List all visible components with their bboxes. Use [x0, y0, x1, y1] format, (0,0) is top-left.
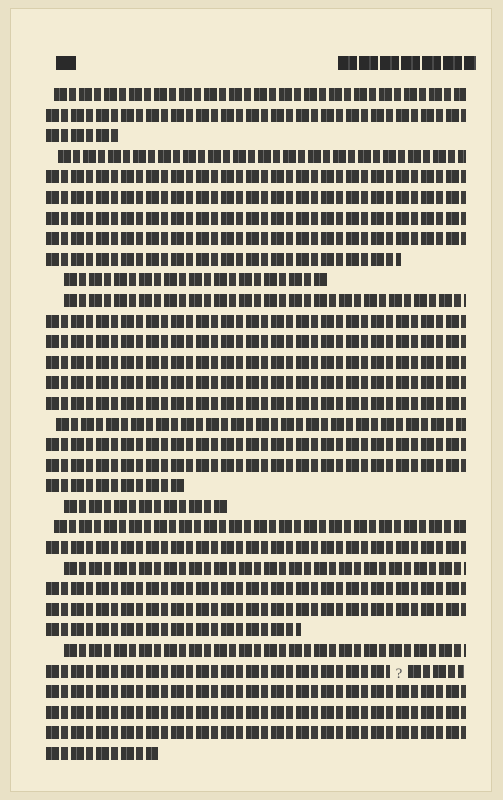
redacted-line: [46, 438, 466, 451]
redacted-line: [46, 747, 158, 760]
redacted-line: [46, 665, 390, 678]
redacted-line: [46, 232, 466, 245]
redacted-line: [46, 603, 466, 616]
visible-question-mark: ?: [395, 665, 403, 682]
redacted-line: [64, 273, 329, 286]
redacted-line: [46, 253, 401, 266]
redacted-line: [46, 541, 466, 554]
redacted-line: [46, 315, 466, 328]
redacted-line: [54, 520, 466, 533]
redacted-line: [46, 397, 466, 410]
redacted-line: [46, 623, 301, 636]
redacted-line: [58, 150, 466, 163]
page-number-redacted: [56, 56, 76, 70]
redacted-line: [64, 644, 466, 657]
redacted-line: [46, 376, 466, 389]
redacted-body-text: [46, 88, 466, 768]
redacted-line: [46, 479, 186, 492]
redacted-line: [46, 726, 466, 739]
redacted-line: [46, 706, 466, 719]
page-header: [56, 56, 476, 74]
redacted-line: [46, 212, 466, 225]
redacted-line: [46, 191, 466, 204]
redacted-line: [64, 562, 466, 575]
running-head-redacted: [338, 56, 476, 70]
redacted-line: [46, 129, 121, 142]
question-line-wrapper: [46, 644, 466, 685]
redacted-line: [408, 665, 464, 678]
redacted-line: [46, 685, 466, 698]
redacted-line: [46, 109, 466, 122]
redacted-line: [46, 459, 466, 472]
redacted-line: [46, 170, 466, 183]
redacted-line: [46, 335, 466, 348]
redacted-line: [46, 356, 466, 369]
redacted-line: [64, 500, 229, 513]
redacted-line: [56, 418, 466, 431]
redacted-line: [46, 582, 466, 595]
redacted-line: [64, 294, 466, 307]
redacted-line: [54, 88, 466, 101]
